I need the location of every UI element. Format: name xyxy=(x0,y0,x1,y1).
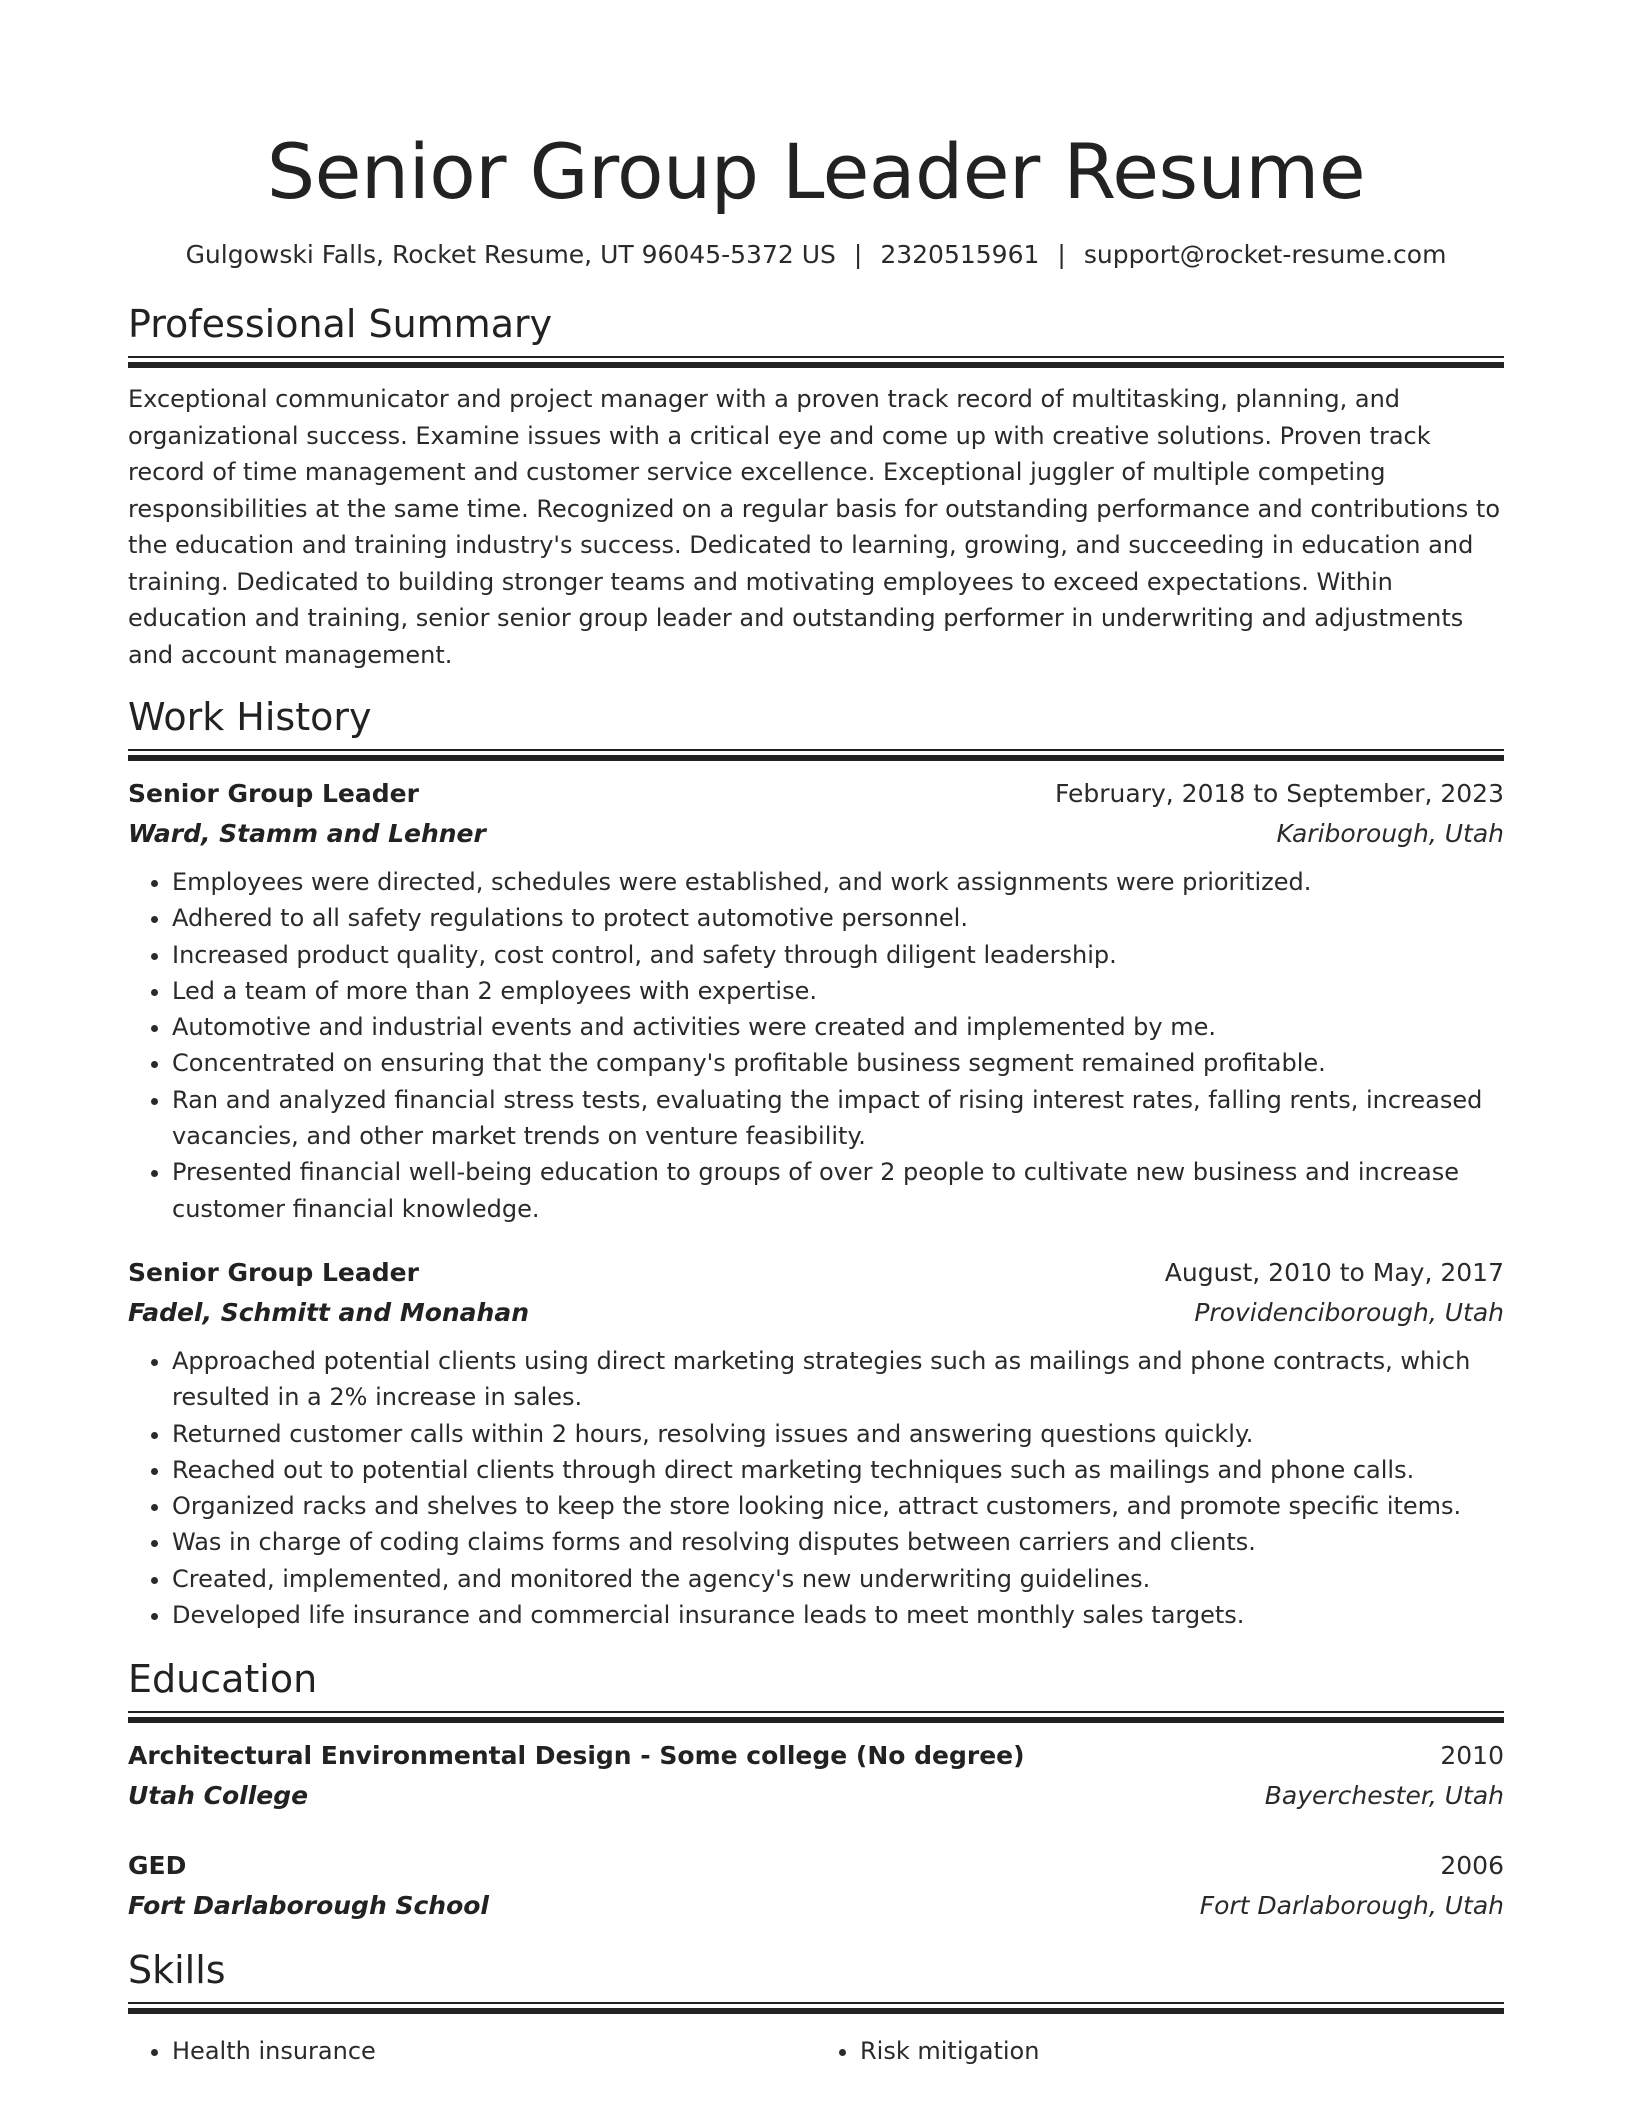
education-section xyxy=(128,1655,1504,1926)
skills-list-left xyxy=(128,2033,816,2069)
job-bullet: • Developed life insurance and commercial insurance leads to meet monthly sales targets. xyxy=(172,1597,1504,1633)
job-header-row xyxy=(128,1253,1504,1293)
skill-item: • Health insurance xyxy=(172,2033,816,2069)
education-degree: Architectural Environmental Design - Some college (No degree) xyxy=(128,1741,1025,1771)
skill-item: • Risk mitigation xyxy=(860,2033,1504,2069)
education-school-row xyxy=(128,1776,1504,1816)
education-year: 2010 xyxy=(1440,1741,1504,1771)
job-bullet: • Presented financial well-being education to groups of over 2 people to cultivate new business and increase customer financial knowledge. xyxy=(172,1154,1504,1227)
section-heading-skills: Skills xyxy=(128,1948,226,1993)
job-bullet: • Led a team of more than 2 employees with expertise. xyxy=(172,973,1504,1009)
skills-list-right xyxy=(816,2033,1504,2069)
section-divider xyxy=(128,2002,1504,2015)
job-bullet: • Approached potential clients using direct marketing strategies such as mailings and phone contracts, which resulted in a 2% increase in sales. xyxy=(172,1343,1504,1416)
job-bullet: • Organized racks and shelves to keep the store looking nice, attract customers, and promote specific items. xyxy=(172,1488,1504,1524)
job-dates: August, 2010 to May, 2017 xyxy=(1164,1257,1504,1287)
contact-line xyxy=(128,238,1504,272)
job-company-row xyxy=(128,814,1504,854)
job-title: Senior Group Leader xyxy=(128,779,419,808)
job-bullet: • Automotive and industrial events and activities were created and implemented by me. xyxy=(172,1009,1504,1045)
education-location: Bayerchester, Utah xyxy=(1264,1781,1504,1811)
resume-title: Senior Group Leader Resume xyxy=(266,127,1366,216)
job-dates: February, 2018 to September, 2023 xyxy=(1055,779,1504,808)
section-divider xyxy=(128,749,1504,762)
contact-phone: 2320515961 xyxy=(880,240,1040,269)
job-bullet: • Reached out to potential clients through direct marketing techniques such as mailings and phone calls. xyxy=(172,1452,1504,1488)
skills-section xyxy=(128,1946,1504,2069)
summary-section xyxy=(128,300,1504,673)
job-bullet: • Was in charge of coding claims forms and resolving disputes between carriers and clients. xyxy=(172,1524,1504,1560)
job-company: Fadel, Schmitt and Monahan xyxy=(128,1297,530,1327)
job-company: Ward, Stamm and Lehner xyxy=(128,819,486,848)
job-bullet: • Created, implemented, and monitored the agency's new underwriting guidelines. xyxy=(172,1561,1504,1597)
education-header-row xyxy=(128,1846,1504,1886)
job-header-row xyxy=(128,774,1504,814)
section-heading-education: Education xyxy=(128,1657,318,1702)
section-divider xyxy=(128,1711,1504,1724)
education-location: Fort Darlaborough, Utah xyxy=(1199,1891,1504,1921)
contact-separator: | xyxy=(1057,240,1066,269)
job-location: Kariborough, Utah xyxy=(1276,819,1504,848)
contact-address: Gulgowski Falls, Rocket Resume, UT 96045-5372 US xyxy=(185,240,836,269)
job-bullet: • Adhered to all safety regulations to protect automotive personnel. xyxy=(172,900,1504,936)
job-bullet: • Returned customer calls within 2 hours, resolving issues and answering questions quickly. xyxy=(172,1416,1504,1452)
section-divider xyxy=(128,356,1504,369)
job-bullet-list xyxy=(128,1343,1504,1633)
summary-text: Exceptional communicator and project manager with a proven track record of multitasking, planning, and organizational success. Examine issues with a critical eye and come up with creative solutions. Proven track record of time management and customer service excellence. Exceptional juggler of multiple competing responsibilities at the same time. Recognized on a regular basis for outstanding performance and contributions to the education and training industry's success. Dedicated to learning, growing, and succeeding in education and training. Dedicated to building stronger teams and motivating employees to exceed expectations. Within education and training, senior senior group leader and outstanding performer in underwriting and adjustments and account management. xyxy=(128,385,1500,669)
job-title: Senior Group Leader xyxy=(128,1257,419,1287)
section-heading-work-history: Work History xyxy=(128,695,372,739)
education-year: 2006 xyxy=(1440,1851,1504,1881)
education-entry xyxy=(128,1846,1504,1926)
job-bullet: • Concentrated on ensuring that the company's profitable business segment remained profitable. xyxy=(172,1045,1504,1081)
job-bullet: • Increased product quality, cost control, and safety through diligent leadership. xyxy=(172,937,1504,973)
section-heading-summary: Professional Summary xyxy=(128,302,553,346)
education-degree: GED xyxy=(128,1851,187,1881)
education-school: Fort Darlaborough School xyxy=(128,1891,489,1921)
education-school-row xyxy=(128,1886,1504,1926)
education-school: Utah College xyxy=(128,1781,309,1811)
job-bullet: • Employees were directed, schedules were established, and work assignments were prioritized. xyxy=(172,864,1504,900)
education-entry xyxy=(128,1736,1504,1816)
contact-email: support@rocket-resume.com xyxy=(1083,240,1447,269)
job-bullet: • Ran and analyzed financial stress tests, evaluating the impact of rising interest rates, falling rents, increased vacancies, and other market trends on venture feasibility. xyxy=(172,1082,1504,1155)
work-history-section xyxy=(128,693,1504,1633)
job-company-row xyxy=(128,1293,1504,1333)
skills-grid xyxy=(128,2027,1504,2069)
job-entry xyxy=(128,1253,1504,1633)
job-bullet-list xyxy=(128,864,1504,1227)
job-location: Providenciborough, Utah xyxy=(1194,1297,1504,1327)
contact-separator: | xyxy=(853,240,863,269)
job-entry xyxy=(128,774,1504,1227)
education-header-row xyxy=(128,1736,1504,1776)
